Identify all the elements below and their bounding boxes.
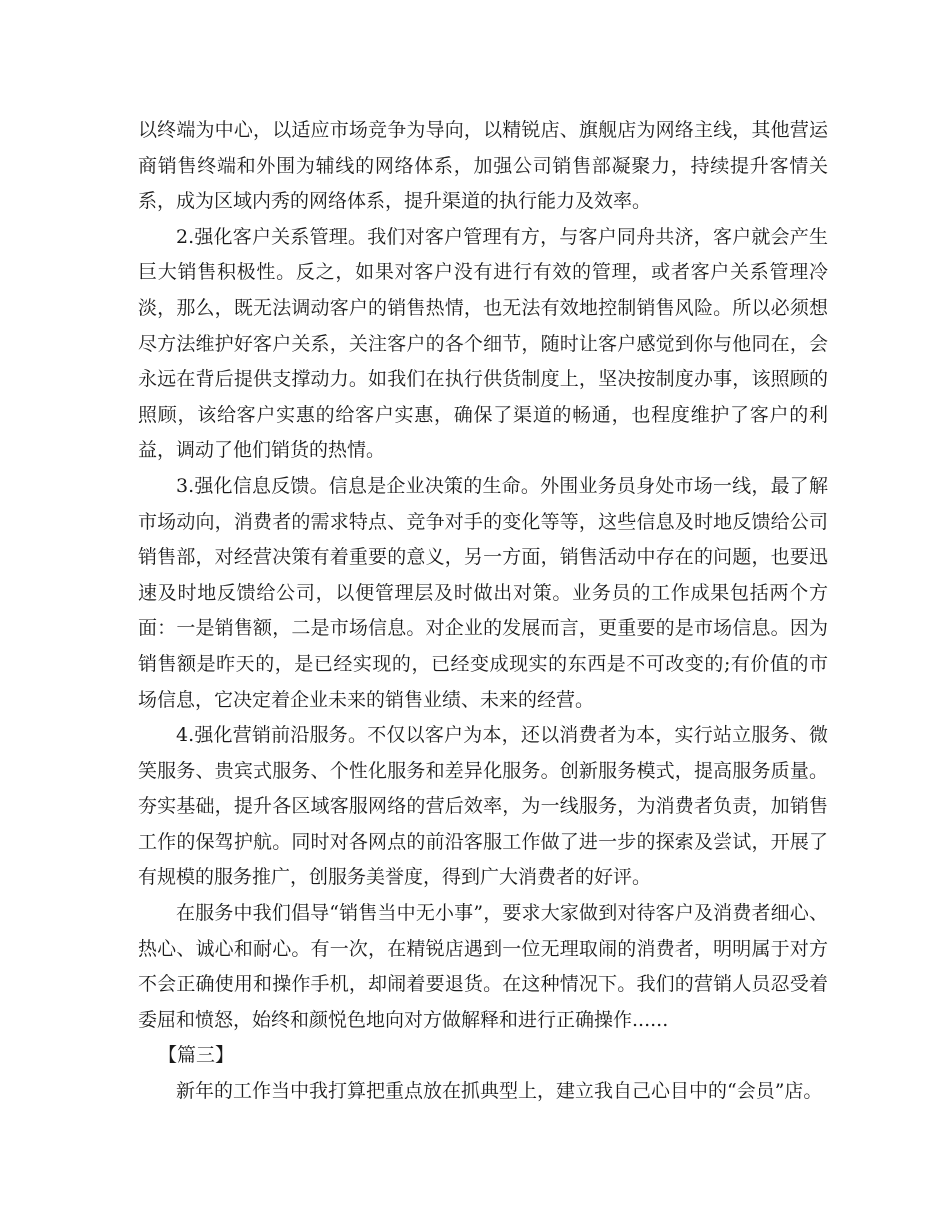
section-heading: 【篇三】 [158, 1044, 235, 1067]
paragraph-information-feedback: 3.强化信息反馈。信息是企业决策的生命。外围业务员身处市场一线，最了解市场动向，消费者的需求特点、竞争对手的变化等等，这些信息及时地反馈给公司销售部，对经营决策有着重要的意义，另一方面，销售活动中存在的问题，也要迅速及时地反馈给公司，以便管理层及时做出对策。业务员的工作成果包括两个方面：一是销售额，二是市场信息。对企业的发展而言，更重要的是市场信息。因为销售额是昨天的，是已经实现的，已经变成现实的东西是不可改变的;有价值的市场信息，它决定着企业未来的销售业绩、未来的经营。 [138, 474, 828, 711]
paragraph-new-year-plan: 新年的工作当中我打算把重点放在抓典型上，建立我自己心目中的“会员”店。 [176, 1080, 823, 1103]
document-body [138, 113, 828, 1110]
paragraph-service-story: 在服务中我们倡导“销售当中无小事”，要求大家做到对待客户及消费者细心、热心、诚心和耐心。有一次，在精锐店遇到一位无理取闹的消费者，明明属于对方不会正确使用和操作手机，却闹着要退货。在这种情况下。我们的营销人员忍受着委屈和愤怒，始终和颜悦色地向对方做解释和进行正确操作...... [138, 902, 828, 1031]
paragraph-network-system: 以终端为中心，以适应市场竞争为导向，以精锐店、旗舰店为网络主线，其他营运商销售终端和外围为辅线的网络体系，加强公司销售部凝聚力，持续提升客情关系，成为区域内秀的网络体系，提升渠道的执行能力及效率。 [138, 119, 828, 213]
paragraph-customer-relations: 2.强化客户关系管理。我们对客户管理有方，与客户同舟共济，客户就会产生巨大销售积极性。反之，如果对客户没有进行有效的管理，或者客户关系管理冷淡，那么，既无法调动客户的销售热情，也无法有效地控制销售风险。所以必须想尽方法维护好客户关系，关注客户的各个细节，随时让客户感觉到你与他同在，会永远在背后提供支撑动力。如我们在执行供货制度上，坚决按制度办事，该照顾的照顾，该给客户实惠的给客户实惠，确保了渠道的畅通，也程度维护了客户的利益，调动了他们销货的热情。 [138, 225, 828, 462]
paragraph-frontline-service: 4.强化营销前沿服务。不仅以客户为本，还以消费者为本，实行站立服务、微笑服务、贵宾式服务、个性化服务和差异化服务。创新服务模式，提高服务质量。夯实基础，提升各区域客服网络的营后效率，为一线服务，为消费者负责，加销售工作的保驾护航。同时对各网点的前沿客服工作做了进一步的探索及尝试，开展了有规模的服务推广，创服务美誉度，得到广大消费者的好评。 [138, 724, 828, 889]
